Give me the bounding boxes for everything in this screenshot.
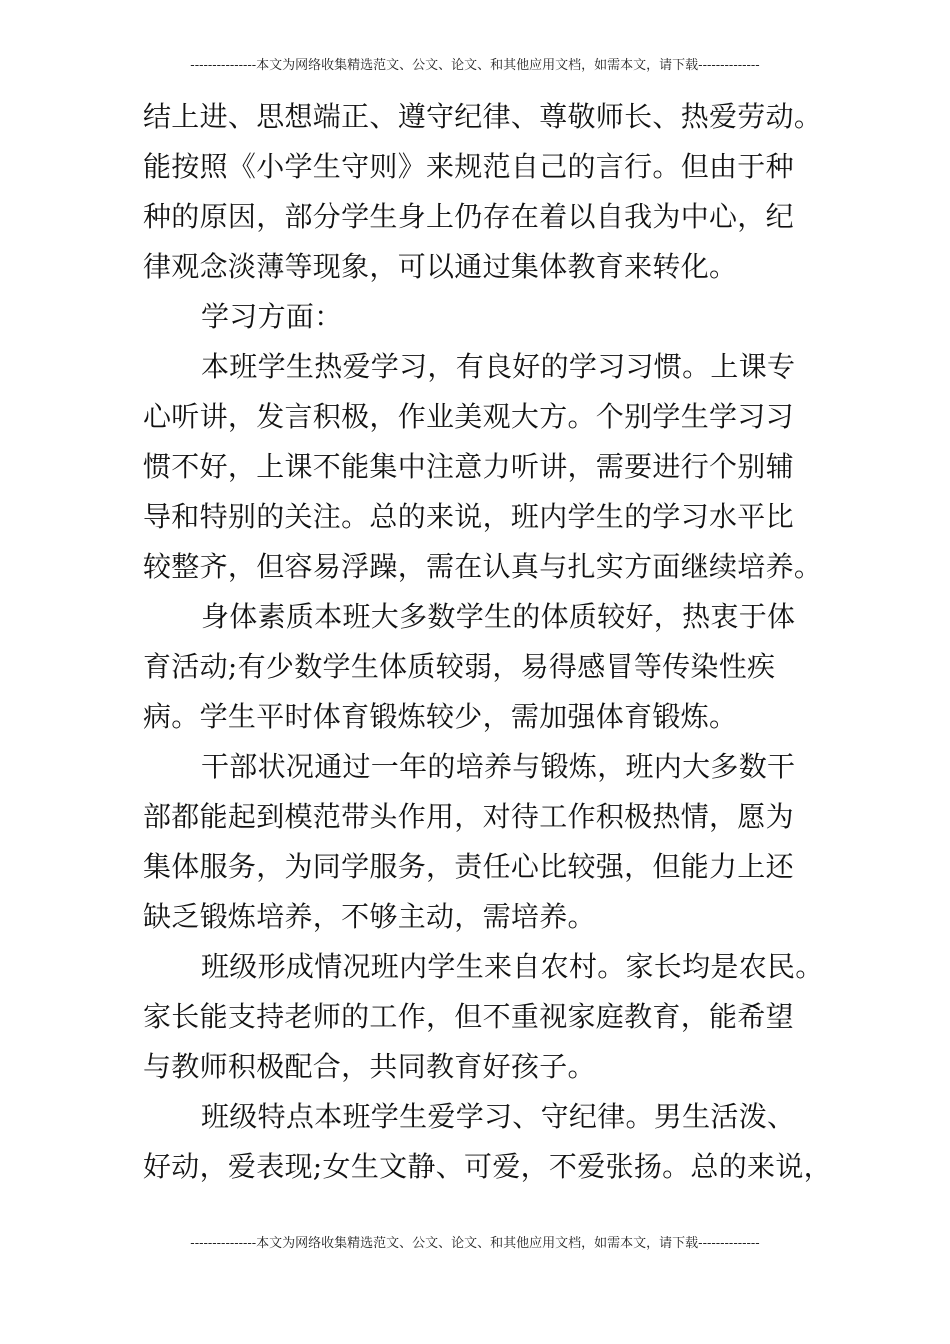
text-line: 家长能支持老师的工作，但不重视家庭教育，能希望 xyxy=(143,1000,794,1033)
document-body xyxy=(143,92,832,1192)
text-line: 与教师积极配合，共同教育好孩子。 xyxy=(143,1050,596,1083)
paragraph-start-line: 本班学生热爱学习，有良好的学习习惯。上课专 xyxy=(201,350,796,383)
text-line: 病。学生平时体育锻炼较少，需加强体育锻炼。 xyxy=(143,700,738,733)
header-banner: ---------------本文为网络收集精选范文、公文、论文、和其他应用文档，如需本文，请下载-------------- xyxy=(190,58,760,73)
text-line: 部都能起到模范带头作用，对待工作积极热情，愿为 xyxy=(143,800,794,833)
text-line: 导和特别的关注。总的来说，班内学生的学习水平比 xyxy=(143,500,794,533)
paragraph-start-line: 身体素质本班大多数学生的体质较好，热衷于体 xyxy=(201,600,796,633)
footer-banner: ---------------本文为网络收集精选范文、公文、论文、和其他应用文档，如需本文，请下载-------------- xyxy=(190,1236,760,1251)
text-line: 较整齐，但容易浮躁，需在认真与扎实方面继续培养。 xyxy=(143,550,823,583)
text-line: 能按照《小学生守则》来规范自己的言行。但由于种 xyxy=(143,150,794,183)
text-line: 育活动;有少数学生体质较弱，易得感冒等传染性疾 xyxy=(143,650,776,683)
text-line: 心听讲，发言积极，作业美观大方。个别学生学习习 xyxy=(143,400,794,433)
text-line: 集体服务，为同学服务，责任心比较强，但能力上还 xyxy=(143,850,794,883)
text-line: 缺乏锻炼培养，不够主动，需培养。 xyxy=(143,900,596,933)
paragraph-start-line: 干部状况通过一年的培养与锻炼，班内大多数干 xyxy=(201,750,796,783)
text-line: 惯不好，上课不能集中注意力听讲，需要进行个别辅 xyxy=(143,450,794,483)
paragraph-start-line: 班级形成情况班内学生来自农村。家长均是农民。 xyxy=(201,950,824,983)
text-line: 好动，爱表现;女生文静、可爱，不爱张扬。总的来说， xyxy=(143,1150,832,1183)
text-line: 结上进、思想端正、遵守纪律、尊敬师长、热爱劳动。 xyxy=(143,100,823,133)
text-line: 种的原因，部分学生身上仍存在着以自我为中心，纪 xyxy=(143,200,794,233)
paragraph-start-line: 班级特点本班学生爱学习、守纪律。男生活泼、 xyxy=(201,1100,796,1133)
section-heading: 学习方面： xyxy=(201,300,343,333)
text-line: 律观念淡薄等现象，可以通过集体教育来转化。 xyxy=(143,250,738,283)
